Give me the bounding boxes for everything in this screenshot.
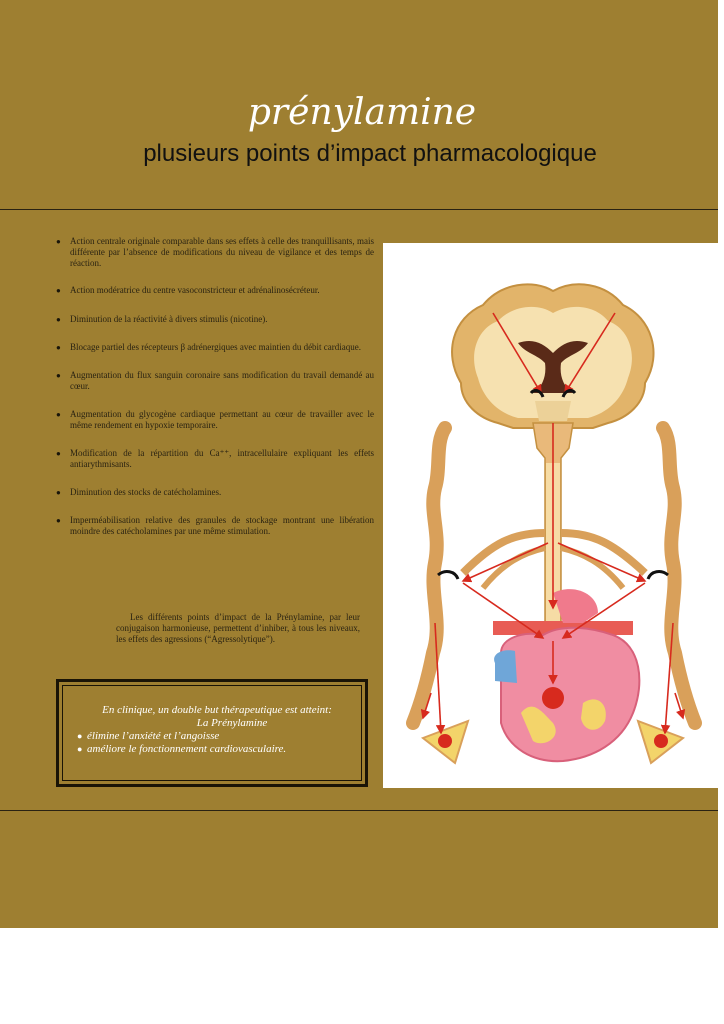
list-item: ● Modification de la répartition du Ca⁺⁺, intracellulaire expliquant les effets antiarythmisants. <box>56 448 374 470</box>
list-item: ● Augmentation du glycogène cardiaque permettant au cœur de travailler avec le même rendement en hypoxie temporaire. <box>56 409 374 431</box>
clinical-box-heading: En clinique, un double but thérapeutique est atteint: <box>102 704 332 716</box>
top-divider <box>0 209 718 210</box>
illustration-panel <box>383 243 724 788</box>
list-item: ● Blocage partiel des récepteurs β adrénergiques avec maintien du débit cardiaque. <box>56 342 374 353</box>
clinical-box-item: ● élimine l’anxiété et l’angoisse <box>77 730 357 743</box>
list-item: ● Action modératrice du centre vasoconstricteur et adrénalinosécréteur. <box>56 285 374 296</box>
summary-note: Les différents points d’impact de la Prénylamine, par leur conjugaison harmonieuse, permettent d’inhiber, à tous les niveaux, les effets des agressions (“Agressolytique”). <box>116 612 360 644</box>
page-subtitle: plusieurs points d’impact pharmacologique <box>143 140 597 167</box>
anatomy-illustration <box>383 243 724 788</box>
left-adrenal-target <box>438 734 452 748</box>
list-item: ● Imperméabilisation relative des granules de stockage montrant une libération moindre des catécholamines par une même stimulation. <box>56 515 374 537</box>
list-item: ● Augmentation du flux sanguin coronaire sans modification du travail demandé au cœur. <box>56 370 374 392</box>
heart-illustration <box>493 589 639 761</box>
clinical-box-subheading: La Prénylamine <box>196 717 268 729</box>
brain-illustration <box>452 284 653 428</box>
clinical-box-item: ● améliore le fonctionnement cardiovasculaire. <box>77 743 357 756</box>
right-adrenal-target <box>654 734 668 748</box>
list-item: ● Diminution de la réactivité à divers stimulis (nicotine). <box>56 314 374 325</box>
clinical-box-text <box>77 704 357 756</box>
bottom-band <box>0 820 718 928</box>
bottom-divider <box>0 810 718 811</box>
page-title: prénylamine <box>247 92 477 133</box>
effects-list <box>56 236 374 537</box>
clinical-box <box>56 679 368 787</box>
right-nerve-chain <box>663 428 695 723</box>
list-item: ● Action centrale originale comparable dans ses effets à celle des tranquillisants, mais différente par l’absence de modifications du niveau de vigilance et des temps de réaction. <box>56 236 374 269</box>
left-nerve-chain <box>413 428 445 723</box>
list-item: ● Diminution des stocks de catécholamines. <box>56 487 374 498</box>
